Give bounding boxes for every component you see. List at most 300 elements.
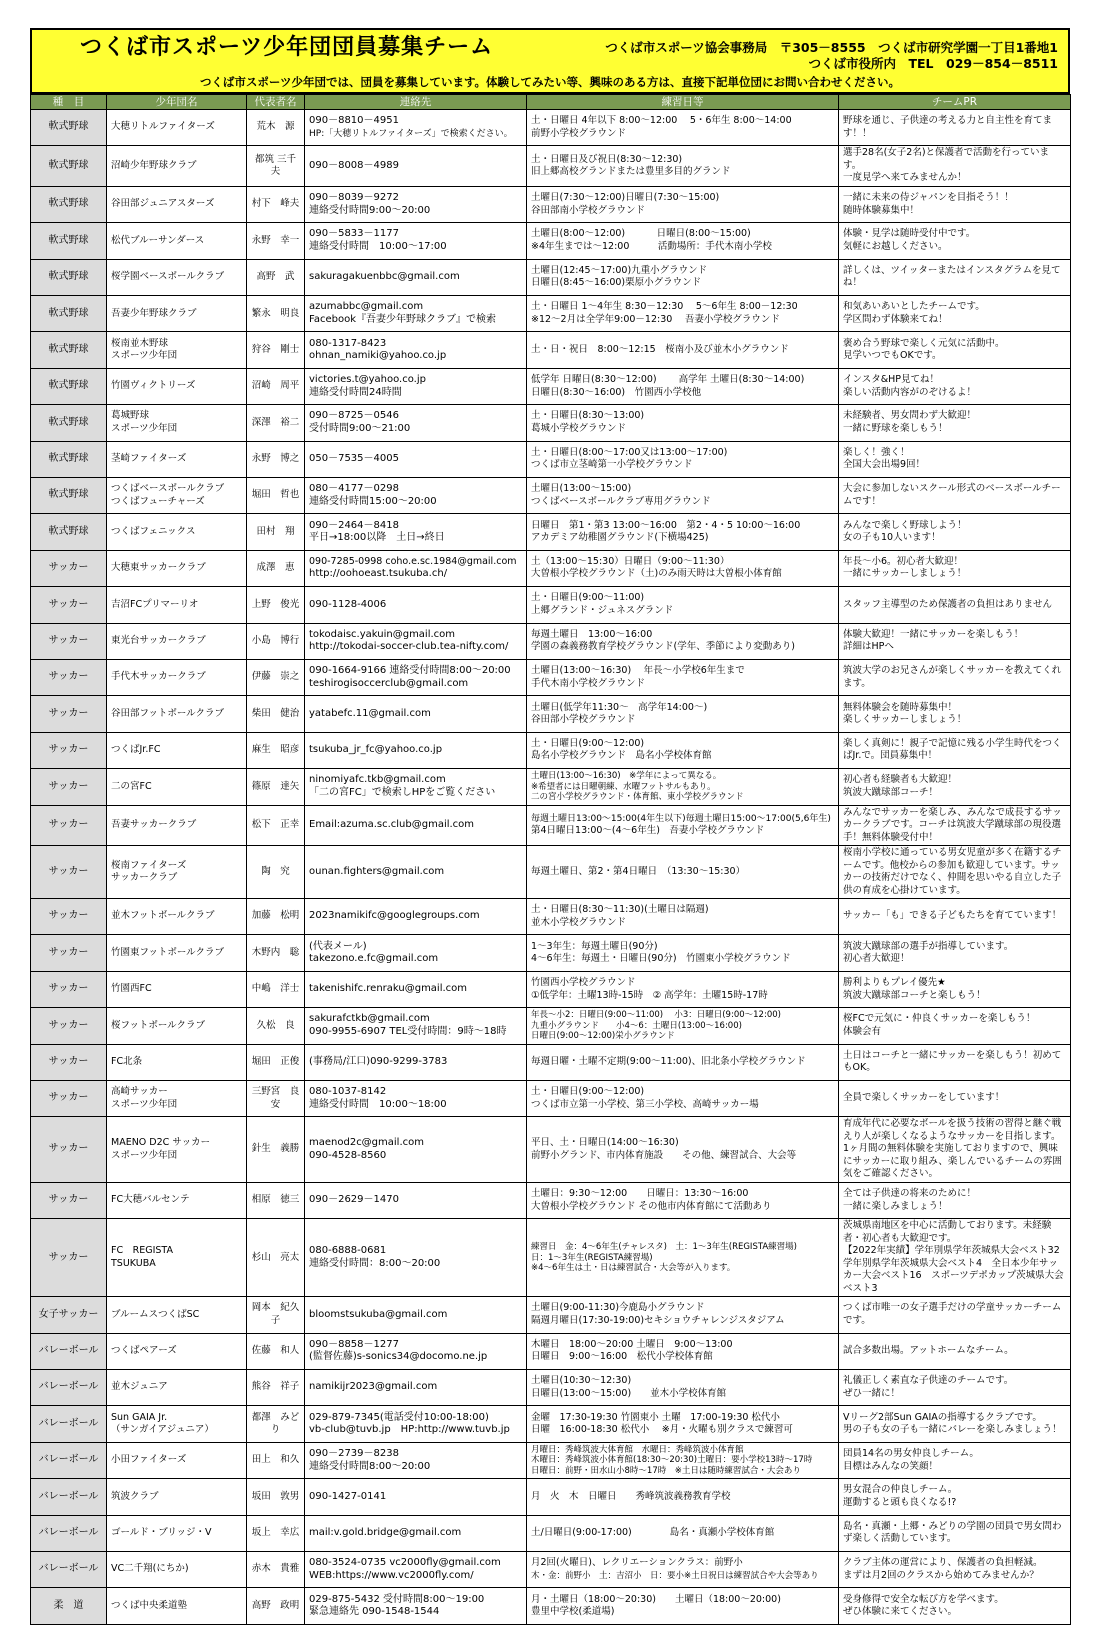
- team-pr-cell: [839, 478, 1071, 514]
- representative-cell: 赤木 貴雅: [247, 1552, 305, 1588]
- cell-line: 小田ファイターズ: [111, 1454, 187, 1466]
- cell-line: 松代ブルーサンダース: [111, 234, 205, 246]
- cell-line: 無料体験会を随時募集中！: [843, 701, 958, 713]
- cell-line: 女の子も10人います！: [843, 532, 941, 544]
- representative-cell: 永野 博之: [247, 441, 305, 477]
- representative-cell: 上野 俊光: [247, 587, 305, 623]
- cell-line: 桜南並木野球: [111, 337, 169, 349]
- cell-line: Email:azuma.sc.club@gmail.com: [309, 819, 475, 831]
- team-name-cell: [107, 769, 247, 805]
- cell-line: 葛城小学校グラウンド: [531, 422, 627, 434]
- team-name-cell: [107, 846, 247, 899]
- table-row: [31, 971, 1071, 1007]
- practice-cell: [527, 259, 839, 295]
- practice-cell: [527, 1080, 839, 1116]
- team-pr-cell: [839, 110, 1071, 146]
- team-pr-cell: [839, 1442, 1071, 1478]
- team-pr-cell: [839, 1008, 1071, 1044]
- cell-line: 手代木南小学校グラウンド: [531, 677, 646, 689]
- cell-line: 土・日曜日(8:00～17:00又は13:00～17:00): [531, 446, 728, 458]
- team-pr-cell: [839, 223, 1071, 259]
- contact-cell: [305, 550, 527, 586]
- recruitment-sheet: [30, 28, 1070, 1625]
- cell-line: 豊里中学校(柔道場): [531, 1606, 615, 1618]
- table-row: [31, 732, 1071, 768]
- team-pr-cell: [839, 1588, 1071, 1624]
- cell-line: みんなで楽しく野球しよう！: [843, 519, 967, 531]
- sport-cell: 軟式野球: [31, 110, 107, 146]
- cell-line: サッカークラブ: [111, 872, 178, 884]
- team-pr-cell: [839, 259, 1071, 295]
- team-table: [30, 94, 1071, 1625]
- cell-line: 高崎サッカー: [111, 1086, 168, 1098]
- cell-line: 土曜日(13:00～16:30) ※学年によって異なる。: [531, 771, 722, 782]
- representative-cell: 深澤 裕二: [247, 405, 305, 441]
- cell-line: 吾妻少年野球クラブ: [111, 307, 197, 319]
- contact-cell: [305, 971, 527, 1007]
- representative-cell: 杉山 亮太: [247, 1219, 305, 1297]
- practice-cell: [527, 805, 839, 846]
- practice-cell: [527, 1219, 839, 1297]
- contact-cell: [305, 1219, 527, 1297]
- team-name-cell: [107, 935, 247, 971]
- cell-line: 090-9955-6907 TEL受付時間：9時～18時: [309, 1025, 507, 1037]
- cell-line: 日曜日(8:30～16:00) 竹園西小学校他: [531, 386, 702, 398]
- cell-line: 前野小学校グラウンド: [531, 127, 627, 139]
- team-pr-cell: [839, 514, 1071, 550]
- cell-line: つくばベースボールクラブ: [111, 483, 225, 495]
- cell-line: (代表メール): [309, 940, 367, 952]
- practice-cell: [527, 1008, 839, 1044]
- cell-line: ninomiyafc.tkb@gmail.com: [309, 774, 446, 786]
- cell-line: Facebook『吾妻少年野球クラブ』で検索: [309, 313, 496, 325]
- team-pr-cell: [839, 1044, 1071, 1080]
- cell-line: 連絡受付時間 10:00～17:00: [309, 240, 447, 252]
- cell-line: 和気あいあいとしたチームです。: [843, 301, 985, 313]
- cell-line: 随時体験募集中！: [843, 204, 920, 216]
- cell-line: 連絡受付時間9:00～20:00: [309, 204, 431, 216]
- practice-cell: [527, 110, 839, 146]
- contact-cell: [305, 1406, 527, 1442]
- team-pr-cell: [839, 1552, 1071, 1588]
- cell-line: 050－7535－4005: [309, 453, 399, 465]
- cell-line: 【2022年実績】学年別県学年茨城県大会ベスト32 学年別県学年茨城県大会ベスト4 全日本少年サッカー大会ベスト16 スポーツデポカップ茨城県大会ベスト3: [843, 1245, 1070, 1294]
- representative-cell: 沼崎 周平: [247, 368, 305, 404]
- table-row: [31, 899, 1071, 935]
- cell-line: 受付時間9:00～21:00: [309, 422, 411, 434]
- cell-line: つくばJr.FC: [111, 744, 161, 756]
- cell-line: 並木フットボールクラブ: [111, 910, 215, 922]
- table-body: [31, 110, 1071, 1625]
- team-name-cell: [107, 1370, 247, 1406]
- cell-line: つくば中央柔道塾: [111, 1599, 188, 1611]
- cell-line: 080－4177－0298: [309, 483, 399, 495]
- cell-line: TSUKUBA: [111, 1257, 156, 1269]
- team-name-cell: [107, 659, 247, 695]
- cell-line: 受身修得で安全な転び方を学べます。: [843, 1593, 1004, 1605]
- contact-cell: [305, 1588, 527, 1624]
- cell-line: 年長～小2：日曜日(9:00～11:00) 小3：日曜日(9:00～12:00): [531, 1010, 781, 1021]
- cell-line: 竹園西FC: [111, 983, 152, 995]
- cell-line: 試合多数出場。アットホームなチーム。: [843, 1345, 1014, 1357]
- team-pr-cell: [839, 732, 1071, 768]
- representative-cell: 繁永 明良: [247, 296, 305, 332]
- practice-cell: [527, 223, 839, 259]
- table-row: [31, 1552, 1071, 1588]
- cell-line: 上郷グランド・ジュネスグランド: [531, 604, 674, 616]
- cell-line: 桜南ファイターズ: [111, 859, 187, 871]
- cell-line: (監督佐藤)s-sonics34@docomo.ne.jp: [309, 1351, 488, 1363]
- representative-cell: 田上 和久: [247, 1442, 305, 1478]
- cell-line: 初心者大歓迎！: [843, 953, 910, 965]
- contact-cell: [305, 259, 527, 295]
- table-row: [31, 259, 1071, 295]
- cell-line: 毎週土曜日13:00～15:00(4年生以下)毎週土曜日15:00～17:00(5,6年生): [531, 813, 831, 824]
- representative-cell: 堀田 正俊: [247, 1044, 305, 1080]
- contact-cell: [305, 405, 527, 441]
- sport-cell: 軟式野球: [31, 146, 107, 187]
- team-name-cell: [107, 696, 247, 732]
- sport-cell: サッカー: [31, 769, 107, 805]
- cell-line: 第4日曜日13:00～(4～6年生) 吾妻小学校グラウンド: [531, 825, 765, 837]
- cell-line: インスタ&HP見てね！: [843, 374, 939, 386]
- contact-cell: [305, 296, 527, 332]
- cell-line: スタッフ主導型のため保護者の負担はありません: [843, 598, 1053, 610]
- cell-line: tsukuba_jr_fc@yahoo.co.jp: [309, 744, 443, 756]
- cell-line: 1～3年生：毎週土曜日(90分): [531, 940, 658, 952]
- practice-cell: [527, 441, 839, 477]
- cell-line: 筑波大蹴球部コーチ！: [843, 786, 939, 798]
- table-row: [31, 1333, 1071, 1369]
- team-name-cell: [107, 732, 247, 768]
- cell-line: 090－8810－4951: [309, 115, 399, 127]
- contact-cell: [305, 1297, 527, 1333]
- representative-cell: 陶 究: [247, 846, 305, 899]
- contact-cell: [305, 1080, 527, 1116]
- table-row: [31, 368, 1071, 404]
- cell-line: 土曜日(13:00～15:00): [531, 483, 632, 495]
- sport-cell: サッカー: [31, 623, 107, 659]
- cell-line: 090－8858－1277: [309, 1338, 399, 1350]
- contact-cell: [305, 1370, 527, 1406]
- cell-line: スポーツ少年団: [111, 1149, 178, 1161]
- representative-cell: 田村 翔: [247, 514, 305, 550]
- page-header: [30, 28, 1070, 94]
- practice-cell: [527, 186, 839, 222]
- cell-line: 筑波大学のお兄さんが楽しくサッカーを教えてくれます。: [843, 665, 1062, 689]
- practice-cell: [527, 405, 839, 441]
- cell-line: 竹園ヴィクトリーズ: [111, 380, 196, 392]
- cell-line: ぜひ体験に来てください。: [843, 1606, 958, 1618]
- contact-cell: [305, 587, 527, 623]
- table-row: [31, 659, 1071, 695]
- cell-line: 谷田部南小学校グラウンド: [531, 204, 646, 216]
- table-row: [31, 623, 1071, 659]
- cell-line: ①低学年：土曜13時-15時 ② 高学年：土曜15時-17時: [531, 989, 768, 1001]
- team-pr-cell: [839, 769, 1071, 805]
- contact-cell: [305, 935, 527, 971]
- team-name-cell: [107, 805, 247, 846]
- team-pr-cell: [839, 805, 1071, 846]
- sport-cell: サッカー: [31, 935, 107, 971]
- cell-line: 吉沼FCプリマーリオ: [111, 598, 199, 610]
- cell-line: 一緒にサッカーしましょう！: [843, 568, 967, 580]
- cell-line: 見学いつでもOKです。: [843, 350, 942, 362]
- cell-line: 月・土曜日（18:00～20:30) 土曜日（18:00～20:00): [531, 1593, 781, 1605]
- cell-line: 全ては子供達の将来のために！: [843, 1188, 977, 1200]
- representative-cell: 荒木 源: [247, 110, 305, 146]
- representative-cell: 針生 義勝: [247, 1117, 305, 1183]
- table-row: [31, 696, 1071, 732]
- practice-cell: [527, 732, 839, 768]
- cell-line: 体験・見学は随時受付中です。: [843, 228, 976, 240]
- table-row: [31, 478, 1071, 514]
- sport-cell: 軟式野球: [31, 259, 107, 295]
- representative-cell: 高野 武: [247, 259, 305, 295]
- team-name-cell: [107, 223, 247, 259]
- cell-line: 楽しく真剣に！親子で記憶に残る小学生時代をつくばJr.で。団員募集中！: [843, 737, 1062, 762]
- team-pr-cell: [839, 441, 1071, 477]
- cell-line: http://tokodai-soccer-club.tea-nifty.com/: [309, 641, 509, 653]
- table-row: [31, 1182, 1071, 1218]
- team-pr-cell: [839, 1515, 1071, 1551]
- sport-cell: バレーボール: [31, 1370, 107, 1406]
- cell-line: 月 火 木 日曜日 秀峰筑波義務教育学校: [531, 1490, 731, 1502]
- cell-line: 二の宮FC: [111, 780, 152, 792]
- practice-cell: [527, 696, 839, 732]
- contact-cell: [305, 441, 527, 477]
- cell-line: 土曜日(低学年11:30～ 高学年14:00～): [531, 701, 708, 713]
- team-name-cell: [107, 1008, 247, 1044]
- practice-cell: [527, 514, 839, 550]
- sport-cell: サッカー: [31, 1117, 107, 1183]
- team-name-cell: [107, 1442, 247, 1478]
- cell-line: 「二の宮FC」で検索しHPをご覧ください: [309, 786, 496, 798]
- table-row: [31, 146, 1071, 187]
- cell-line: つくば市立茎崎第一小学校グラウンド: [531, 459, 693, 471]
- cell-line: 土・日曜日及び祝日(8:30～12:30): [531, 153, 683, 165]
- cell-line: takenishifc.renraku@gmail.com: [309, 983, 468, 995]
- cell-line: 二の宮小学校グラウンド・体育館、東小学校グラウンド: [531, 792, 744, 803]
- practice-cell: [527, 587, 839, 623]
- cell-line: 全員で楽しくサッカーをしています！: [843, 1092, 1005, 1104]
- team-name-cell: [107, 1117, 247, 1183]
- cell-line: 090－8039－9272: [309, 192, 399, 204]
- team-name-cell: [107, 1333, 247, 1369]
- cell-line: つくばペアーズ: [111, 1345, 177, 1357]
- cell-line: 090-4528-8560: [309, 1149, 387, 1161]
- representative-cell: 三野宮 良安: [247, 1080, 305, 1116]
- cell-line: 勝利よりもプレイ優先★: [843, 977, 946, 988]
- cell-line: ぜひ一緒に！: [843, 1387, 901, 1399]
- representative-cell: 久松 良: [247, 1008, 305, 1044]
- cell-line: 手代木サッカークラブ: [111, 671, 206, 683]
- team-pr-cell: [839, 846, 1071, 899]
- cell-line: 沼崎少年野球クラブ: [111, 159, 197, 171]
- cell-line: 初心者も経験者も大歓迎！: [843, 774, 958, 786]
- cell-line: 日曜 16:00-18:30 松代小 ※月・火曜も別クラスで練習可: [531, 1424, 793, 1436]
- cell-line: sakuragakuenbbc@gmail.com: [309, 271, 460, 283]
- cell-line: 一緒に楽しみましょう！: [843, 1200, 948, 1212]
- cell-line: 毎週土曜日、第2・第4日曜日 （13:30～15:30）: [531, 865, 746, 877]
- page-title: つくば市スポーツ少年団団員募集チーム: [80, 35, 494, 60]
- sport-cell: サッカー: [31, 1008, 107, 1044]
- cell-line: 090-1664-9166 連絡受付時間8:00～20:00: [309, 665, 511, 677]
- representative-cell: 木野内 聡: [247, 935, 305, 971]
- cell-line: 090－2739－8238: [309, 1448, 399, 1460]
- representative-cell: 伊藤 崇之: [247, 659, 305, 695]
- cell-line: 九重小グラウンド 小4～6：土曜日(13:00～16:00): [531, 1020, 742, 1031]
- cell-line: つくば市立第一小学校、第三小学校、高崎サッカー場: [531, 1098, 759, 1110]
- team-pr-cell: [839, 1182, 1071, 1218]
- cell-line: 土・日曜日(9:00～12:00): [531, 1086, 645, 1098]
- cell-line: 一緒に野球を楽しもう！: [843, 422, 948, 434]
- cell-line: 木・金：前野小 土：吉沼小 日：要小※土日祝日は練習試合や大会等あり: [531, 1570, 819, 1581]
- table-row: [31, 1117, 1071, 1183]
- contact-cell: [305, 1117, 527, 1183]
- cell-line: スポーツ少年団: [111, 1098, 178, 1110]
- table-row: [31, 186, 1071, 222]
- sport-cell: 軟式野球: [31, 368, 107, 404]
- representative-cell: 加藤 松明: [247, 899, 305, 935]
- team-pr-cell: [839, 935, 1071, 971]
- team-name-cell: [107, 186, 247, 222]
- cell-line: 土・日曜日(9:00～11:00): [531, 592, 645, 604]
- contact-cell: [305, 223, 527, 259]
- team-pr-cell: [839, 332, 1071, 368]
- cell-line: ※12～2月は全学年9:00－12:30 吾妻小学校グラウンド: [531, 313, 780, 325]
- table-row: [31, 332, 1071, 368]
- team-pr-cell: [839, 899, 1071, 935]
- cell-line: sakurafctkb@gmail.com: [309, 1013, 430, 1025]
- table-row: [31, 514, 1071, 550]
- team-name-cell: [107, 587, 247, 623]
- sport-cell: バレーボール: [31, 1552, 107, 1588]
- cell-line: 全国大会出場9回！: [843, 459, 926, 471]
- representative-cell: 高野 政明: [247, 1588, 305, 1624]
- cell-line: 隔週月曜日(17:30-19:00)セキショウチャレンジスタジアム: [531, 1314, 785, 1326]
- practice-cell: [527, 1333, 839, 1369]
- team-pr-cell: [839, 368, 1071, 404]
- cell-line: まずは月2回のクラスから始めてみませんか？: [843, 1569, 1039, 1581]
- cell-line: 080-6888-0681: [309, 1245, 387, 1257]
- intro-text: つくば市スポーツ少年団では、団員を募集しています。体験してみたい等、興味のある方は、直接下記単位団にお問い合わせください。: [199, 75, 901, 89]
- team-name-cell: [107, 1552, 247, 1588]
- cell-line: WEB:https://www.vc2000fly.com/: [309, 1569, 474, 1581]
- cell-line: 土・日曜日(8:30～11:30)(土曜日は隔週): [531, 904, 709, 916]
- cell-line: 土・日曜日 4年以下 8:00～12:00 5・6年生 8:00～14:00: [531, 115, 792, 127]
- cell-line: 大曽根小学校グラウンド（土)のみ雨天時は大曽根小体育館: [531, 568, 782, 580]
- table-row: [31, 935, 1071, 971]
- cell-line: 080-1037-8142: [309, 1086, 387, 1098]
- cell-line: 日曜日(13:00～15:00) 並木小学校体育館: [531, 1387, 727, 1399]
- sport-cell: サッカー: [31, 1080, 107, 1116]
- team-pr-cell: [839, 550, 1071, 586]
- contact-cell: [305, 805, 527, 846]
- contact-cell: [305, 478, 527, 514]
- cell-line: 土曜日(7:30～12:00)日曜日(7:30～15:00): [531, 192, 720, 204]
- sport-cell: 軟式野球: [31, 405, 107, 441]
- column-header-team: 少年団名: [107, 95, 247, 110]
- cell-line: 大穂リトルファイターズ: [111, 121, 215, 133]
- cell-line: 029-875-5432 受付時間8:00～19:00: [309, 1593, 485, 1605]
- cell-line: ohnan_namiki@yahoo.co.jp: [309, 350, 447, 362]
- cell-line: Vリーグ2部Sun GAIAの指導するクラブです。: [843, 1411, 1042, 1423]
- sport-cell: サッカー: [31, 1182, 107, 1218]
- cell-line: 月2回(火曜日)、レクリエーションクラス：前野小: [531, 1557, 743, 1569]
- cell-line: みんなでサッカーを楽しみ、みんなで成長するサッカークラブです。コーチは筑波大学蹴球部の現役選手！無料体験受付中！: [843, 806, 1062, 843]
- team-name-cell: [107, 971, 247, 1007]
- team-pr-cell: [839, 623, 1071, 659]
- team-pr-cell: [839, 1117, 1071, 1183]
- cell-line: ※4年生までは～12:00 活動場所：手代木南小学校: [531, 240, 772, 252]
- cell-line: 学園の森義務教育学校グラウンド(学年、季節により変動あり): [531, 641, 795, 653]
- cell-line: FC北条: [111, 1056, 143, 1068]
- cell-line: つくばベースボールクラブ専用グラウンド: [531, 495, 711, 507]
- cell-line: 体験会有: [843, 1025, 882, 1037]
- cell-line: 090-1427-0141: [309, 1490, 387, 1502]
- team-pr-cell: [839, 1297, 1071, 1333]
- contact-cell: [305, 846, 527, 899]
- team-pr-cell: [839, 1479, 1071, 1515]
- contact-cell: [305, 899, 527, 935]
- team-name-cell: [107, 514, 247, 550]
- practice-cell: [527, 1370, 839, 1406]
- cell-line: 一緒に未来の侍ジャパンを目指そう！！: [843, 192, 1014, 204]
- team-pr-cell: [839, 1219, 1071, 1297]
- cell-line: 詳細はHPへ: [843, 641, 894, 653]
- cell-line: 緊急連絡先 090-1548-1544: [309, 1606, 440, 1618]
- cell-line: 090－5833－1177: [309, 228, 399, 240]
- cell-line: 月曜日：秀峰筑波大体育館 水曜日：秀峰筑波小体育館: [531, 1444, 744, 1455]
- column-header-contact: 連絡先: [305, 95, 527, 110]
- team-name-cell: [107, 1219, 247, 1297]
- cell-line: 連絡受付時間 10:00～18:00: [309, 1098, 447, 1110]
- cell-line: 土・日曜日(8:30～13:00): [531, 410, 645, 422]
- contact-cell: [305, 696, 527, 732]
- cell-line: 男の子も女の子も一緒にバレーを楽しみましょう！: [843, 1424, 1062, 1436]
- cell-line: victories.t@yahoo.co.jp: [309, 374, 426, 386]
- contact-cell: [305, 769, 527, 805]
- cell-line: 平日→18:00以降 土日→終日: [309, 532, 445, 544]
- sport-cell: サッカー: [31, 1044, 107, 1080]
- cell-line: 島名・真瀬・上郷・みどりの学園の団員で男女問わず楽しく活動しています。: [843, 1520, 1062, 1545]
- cell-line: 谷田部小学校グラウンド: [531, 714, 636, 726]
- cell-line: 筑波大蹴球部コーチと楽しもう！: [843, 989, 986, 1001]
- contact-cell: [305, 1044, 527, 1080]
- team-name-cell: [107, 550, 247, 586]
- sport-cell: 軟式野球: [31, 332, 107, 368]
- cell-line: 090－2629－1470: [309, 1194, 399, 1206]
- cell-line: ブルームスつくばSC: [111, 1308, 200, 1320]
- cell-line: 並木ジュニア: [111, 1381, 168, 1393]
- team-pr-cell: [839, 405, 1071, 441]
- representative-cell: 坂上 幸広: [247, 1515, 305, 1551]
- team-name-cell: [107, 1406, 247, 1442]
- cell-line: 日：1～3年生(REGISTA練習場): [531, 1252, 653, 1263]
- cell-line: 木曜日 18:00～20:00 土曜日 9:00～13:00: [531, 1338, 733, 1350]
- contact-cell: [305, 732, 527, 768]
- cell-line: 毎週日曜・土曜不定期(9:00～11:00)、旧北条小学校グラウンド: [531, 1056, 806, 1068]
- practice-cell: [527, 550, 839, 586]
- cell-line: HP:「大穂リトルファイターズ」で検索ください。: [309, 128, 513, 139]
- practice-cell: [527, 368, 839, 404]
- cell-line: 日曜日：前野・田水山小8時～17時 ※土日は随時練習試合・大会あり: [531, 1465, 801, 1476]
- column-header-sport: 種 目: [31, 95, 107, 110]
- cell-line: 連絡受付時間：8:00～20:00: [309, 1257, 441, 1269]
- sport-cell: サッカー: [31, 971, 107, 1007]
- practice-cell: [527, 1182, 839, 1218]
